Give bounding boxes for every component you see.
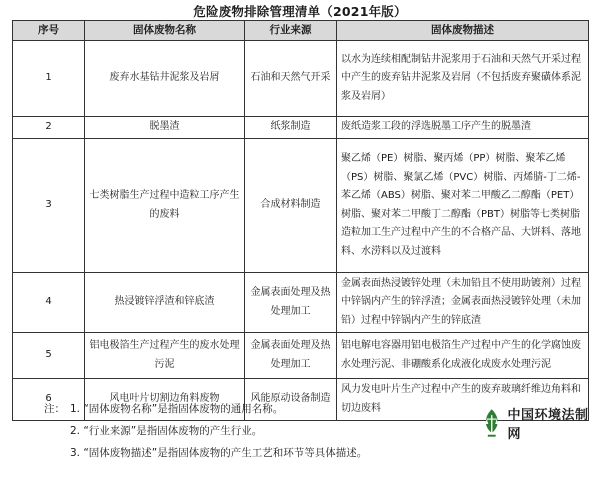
row-number: 2: [13, 117, 85, 139]
row-description: 金属表面热浸镀锌处理（未加铅且不使用助镀剂）过程中锌锅内产生的锌浮渣；金属表面热浸镀锌处理（未加铅）过程中锌锅内产生的锌底渣: [337, 273, 589, 333]
row-number: 6: [13, 379, 85, 421]
scales-of-justice-icon: [480, 407, 503, 439]
row-waste-name: 脱墨渣: [85, 117, 245, 139]
row-description: 废纸造浆工段的浮选脱墨工序产生的脱墨渣: [337, 117, 589, 139]
table-row: [13, 41, 589, 117]
table-header-row: [13, 21, 589, 41]
note-text: 2. “行业来源”是指固体废物的产生行业。: [70, 425, 263, 437]
row-waste-name: 风电叶片切割边角料废物: [85, 379, 245, 421]
row-industry: 金属表面处理及热处理加工: [245, 333, 337, 379]
table-row: [13, 139, 589, 273]
waste-table: [12, 20, 589, 421]
row-industry: 纸浆制造: [245, 117, 337, 139]
row-description: 以水为连续相配制钻井泥浆用于石油和天然气开采过程中产生的废弃钻井泥浆及岩屑（不包括废弃聚磺体系泥浆及岩屑）: [337, 41, 589, 117]
row-industry: 风能原动设备制造: [245, 379, 337, 421]
header-description: 固体废物描述: [337, 21, 589, 41]
row-waste-name: 七类树脂生产过程中造粒工序产生的废料: [85, 139, 245, 273]
page-title: 危险废物排除管理清单（2021年版）: [193, 4, 407, 19]
note-text: 1. “固体废物名称”是指固体废物的通用名称。: [70, 403, 284, 415]
row-description: 聚乙烯（PE）树脂、聚丙烯（PP）树脂、聚苯乙烯（PS）树脂、聚氯乙烯（PVC）树脂、丙烯腈-丁二烯-苯乙烯（ABS）树脂、聚对苯二甲酸乙二醇酯（PET）树脂、聚对苯二甲酸丁二醇酯（PBT）树脂等七类树脂造粒加工生产过程中产生的不合格产品、大饼料、落地料、水涝料以及过渡料: [337, 139, 589, 273]
row-number: 1: [13, 41, 85, 117]
row-number: 3: [13, 139, 85, 273]
row-description: 风力发电叶片生产过程中产生的废弃玻璃纤维边角料和切边废料: [337, 379, 589, 421]
row-industry: 石油和天然气开采: [245, 41, 337, 117]
site-logo: [480, 404, 600, 442]
notes: [44, 398, 367, 464]
header-number: 序号: [13, 21, 85, 41]
row-number: 5: [13, 333, 85, 379]
note-prefix: 注：: [44, 403, 65, 415]
row-waste-name: 铝电极箔生产过程产生的废水处理污泥: [85, 333, 245, 379]
row-industry: 金属表面处理及热处理加工: [245, 273, 337, 333]
row-description: 铝电解电容器用铝电极箔生产过程中产生的化学腐蚀废水处理污泥、非硼酸系化成液化成废水处理污泥: [337, 333, 589, 379]
note-text: 3. “固体废物描述”是指固体废物的产生工艺和环节等具体描述。: [70, 447, 368, 459]
row-waste-name: 热浸镀锌浮渣和锌底渣: [85, 273, 245, 333]
note-item: [44, 398, 367, 420]
header-industry: 行业来源: [245, 21, 337, 41]
table-row: [13, 333, 589, 379]
header-waste-name: 固体废物名称: [85, 21, 245, 41]
table-row: [13, 273, 589, 333]
row-waste-name: 废弃水基钻井泥浆及岩屑: [85, 41, 245, 117]
note-item: [44, 420, 367, 442]
row-number: 4: [13, 273, 85, 333]
logo-text: 中国环境法制网: [507, 408, 589, 442]
table-row: [13, 117, 589, 139]
note-item: [44, 442, 367, 464]
row-industry: 合成材料制造: [245, 139, 337, 273]
